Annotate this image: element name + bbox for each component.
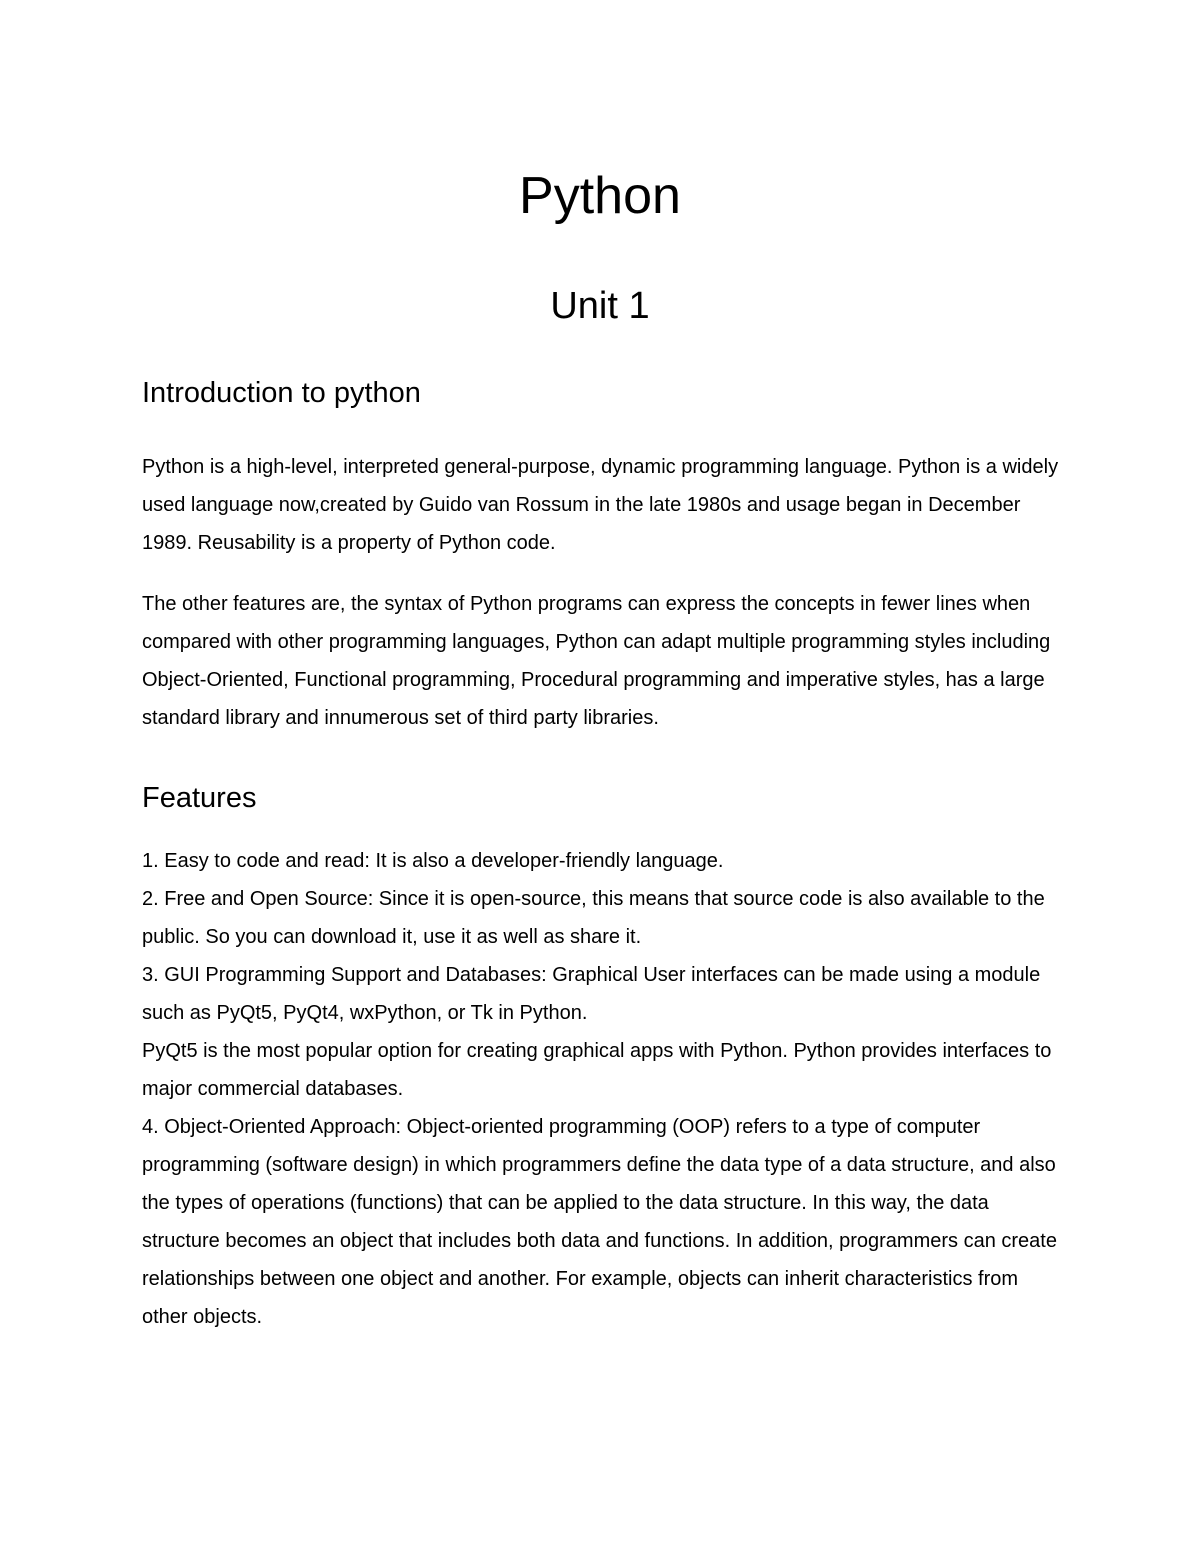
section-heading-introduction: Introduction to python [142,377,421,409]
intro-paragraph: Python is a high-level, interpreted general-purpose, dynamic programming language. Python is a widely used language now,created by Guido van Rossum in the late 1980s and usage began in December 1989. Reusability is a property of Python code. [142,456,1059,554]
feature-item: 4. Object-Oriented Approach: Object-oriented programming (OOP) refers to a type of computer programming (software design) in which programmers define the data type of a data structure, and also the types of operations (functions) that can be applied to the data structure. In this way, the data structure becomes an object that includes both data and functions. In addition, programmers can create relationships between one object and another. For example, objects can inherit characteristics from other objects. [142,1116,1057,1328]
feature-item: 1. Easy to code and read: It is also a developer-friendly language. [142,850,724,872]
section-heading-features: Features [142,782,257,814]
page-title: Python [519,167,681,225]
intro-paragraph: The other features are, the syntax of Python programs can express the concepts in fewer lines when compared with other programming languages, Python can adapt multiple programming styles including Object-Oriented, Functional programming, Procedural programming and imperative styles, has a large standard library and innumerous set of third party libraries. [142,593,1051,729]
feature-item: 2. Free and Open Source: Since it is open-source, this means that source code is also available to the public. So you can download it, use it as well as share it. [142,888,1045,948]
feature-item: PyQt5 is the most popular option for creating graphical apps with Python. Python provides interfaces to major commercial databases. [142,1040,1052,1100]
features-list [142,842,1064,1336]
feature-item: 3. GUI Programming Support and Databases: Graphical User interfaces can be made using a module such as PyQt5, PyQt4, wxPython, or Tk in Python. [142,964,1041,1024]
page-subtitle: Unit 1 [550,285,650,327]
